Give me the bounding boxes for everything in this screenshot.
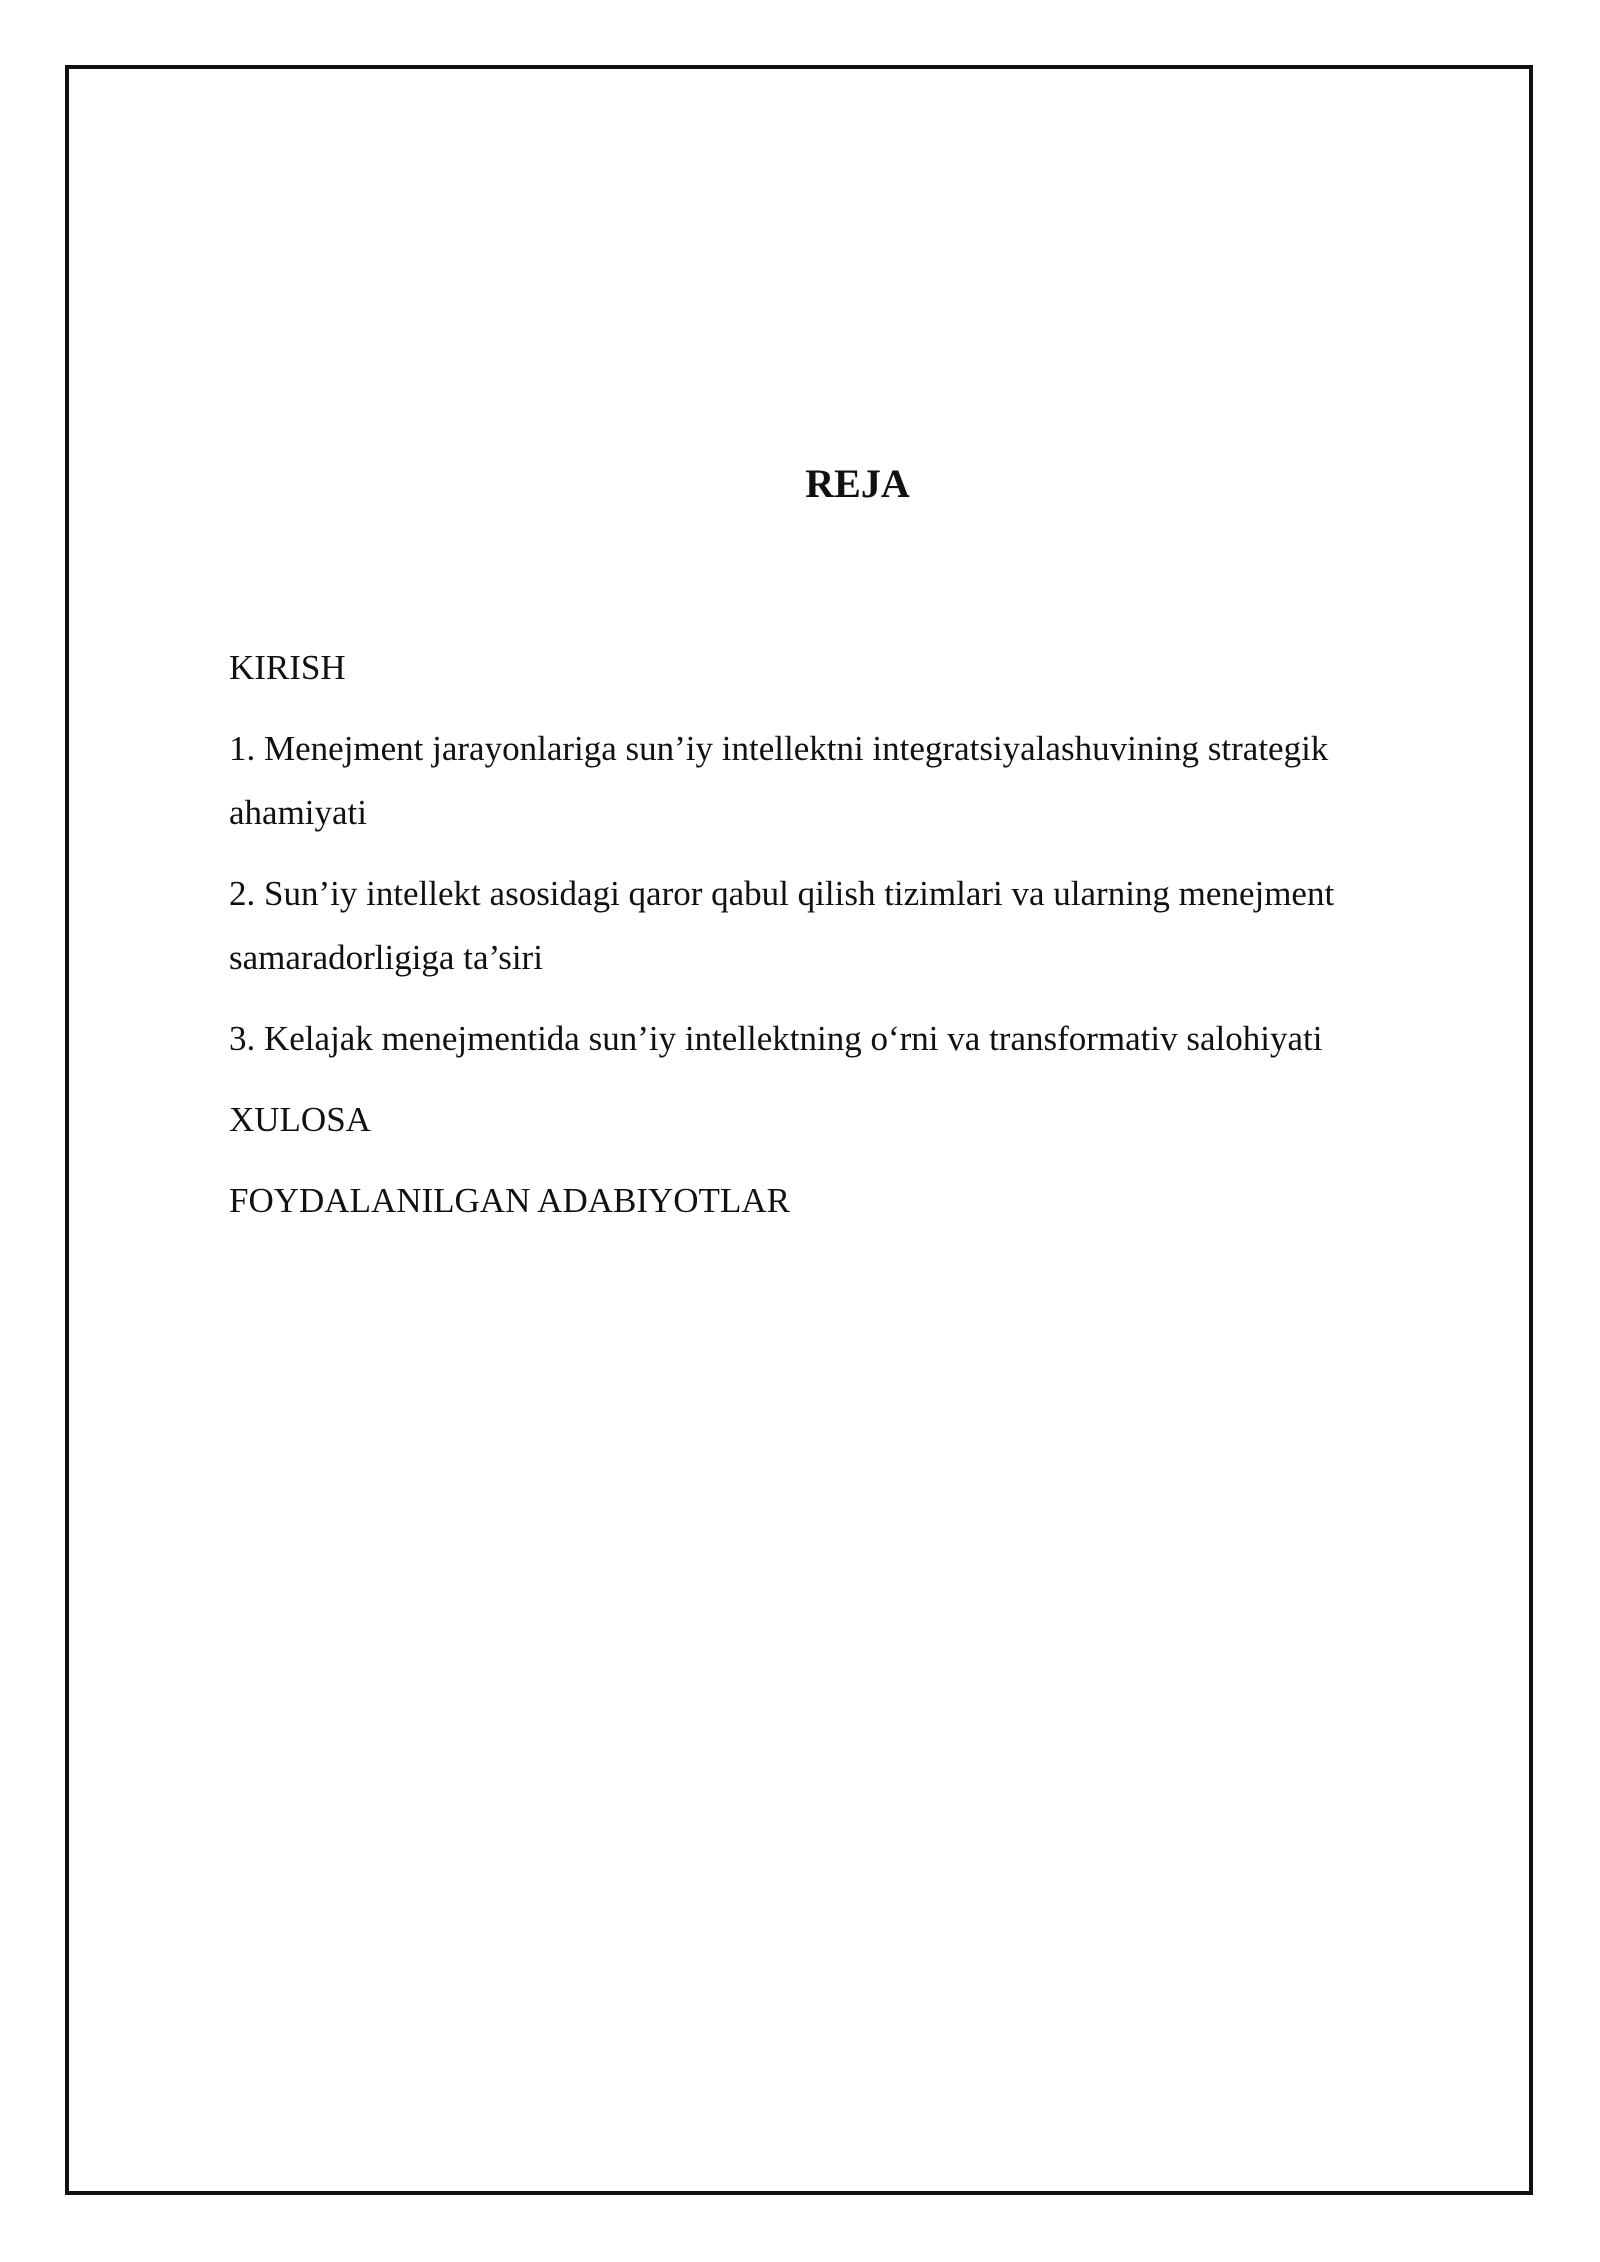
page-title: REJA (805, 461, 910, 506)
toc-item-chapter-1: 1. Menejment jarayonlariga sun’iy intellektni integratsiyalashuvining strategik ahamiyati (229, 729, 1329, 832)
table-of-contents (229, 636, 1429, 1250)
toc-item-introduction: KIRISH (229, 648, 346, 687)
toc-item-chapter-2: 2. Sun’iy intellekt asosidagi qaror qabul qilish tizimlari va ularning menejment samaradorligiga ta’siri (229, 874, 1335, 977)
toc-item-references: FOYDALANILGAN ADABIYOTLAR (229, 1181, 790, 1220)
toc-item-conclusion: XULOSA (229, 1100, 371, 1139)
toc-item-chapter-3: 3. Kelajak menejmentida sun’iy intellektning o‘rni va transformativ salohiyati (229, 1019, 1323, 1058)
